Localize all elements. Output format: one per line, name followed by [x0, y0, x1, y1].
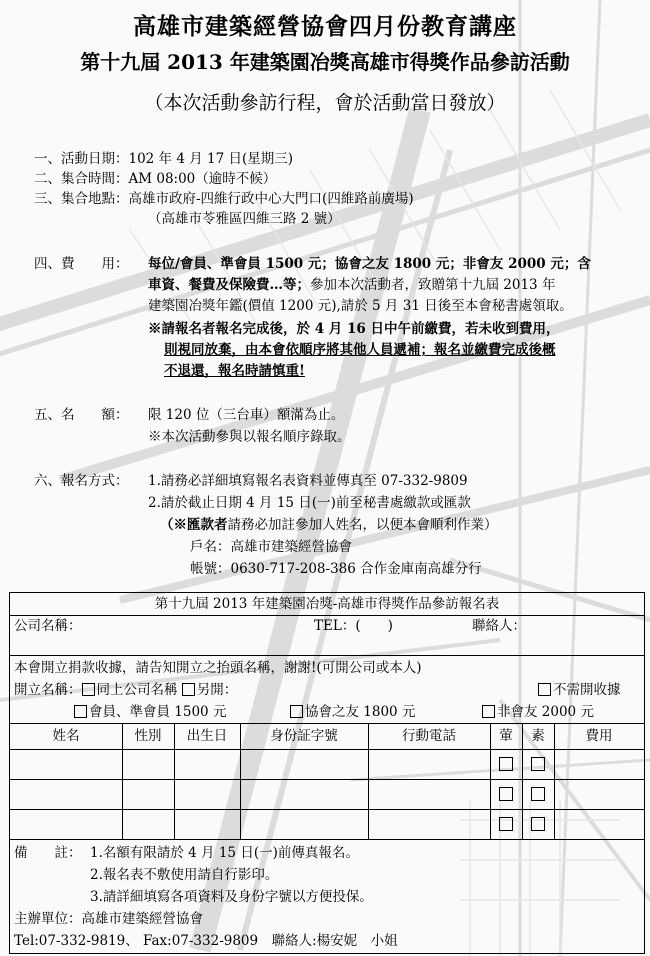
tel-field[interactable]: TEL：( ) [314, 618, 393, 634]
friend-fee-label: 協會之友 1800 元 [305, 704, 416, 720]
fee-label: 四、費 用： [34, 256, 129, 272]
fee-option-member [74, 703, 226, 721]
quota-line-1: 限 120 位（三台車）額滿為止。 [148, 407, 345, 423]
contact-footer: Tel:07-332-9819、 Fax:07-332-9809 聯絡人:楊安妮 小姐 [14, 933, 398, 949]
registration-step-2: 2.請於截止日期 4 月 15 日(一)前至秘書處繳款或匯款 [148, 495, 471, 511]
no-receipt-label: 不需開收據 [553, 682, 621, 698]
column-header-gender: 性別 [134, 728, 162, 744]
organizer: 主辦單位：高雄市建築經營協會 [14, 911, 203, 927]
gather-address: （高雄市苓雅區四維三路 2 號） [148, 211, 341, 227]
table-column-line [240, 723, 241, 839]
remittance-note-bold: （※匯款者 [160, 517, 228, 533]
non-member-fee-label: 非會友 2000 元 [497, 704, 594, 720]
table-row-divider [10, 809, 644, 810]
checkbox-friend[interactable] [290, 705, 303, 718]
column-header-vegetarian: 素 [531, 728, 545, 744]
account-name: 戶名：高雄市建築經營協會 [190, 539, 352, 555]
checkbox-veg-row3[interactable] [531, 817, 545, 831]
fee-option-friend [290, 703, 415, 721]
column-header-mobile: 行動電話 [402, 728, 456, 744]
fee-line-2-rest: 參加本次活動者，致贈第十九屆 2013 年 [310, 277, 556, 293]
form-divider [10, 615, 644, 616]
checkbox-non-member[interactable] [482, 705, 495, 718]
fee-option-non-member [482, 703, 594, 721]
company-name-label[interactable]: 公司名稱： [14, 618, 82, 634]
table-row-divider [10, 779, 644, 780]
member-fee-label: 會員、準會員 1500 元 [89, 704, 227, 720]
receipt-name-row [14, 681, 237, 699]
form-divider [10, 723, 644, 724]
remittance-note-rest: 請務必加註參加人姓名，以便本會順利作業） [227, 517, 498, 533]
fee-line-2-bold: 車資、餐費及保險費…等； [148, 277, 310, 293]
checkbox-veg-row1[interactable] [531, 757, 545, 771]
remark-3: 3.請詳細填寫各項資料及身份字號以方便投保。 [90, 889, 373, 905]
column-header-id-number: 身份証字號 [270, 728, 338, 744]
registration-form [9, 592, 645, 954]
gather-place: 三、集合地點：高雄市政府-四維行政中心大門口(四維路前廣場) [34, 191, 414, 207]
registration-label: 六、報名方式： [34, 473, 129, 489]
receipt-name-label: 開立名稱： [14, 682, 82, 698]
gather-time: 二、集合時間：AM 08:00（逾時不候） [34, 171, 277, 187]
checkbox-meat-row2[interactable] [499, 787, 513, 801]
remarks-label: 備 註： [14, 845, 82, 861]
column-header-name: 姓名 [52, 728, 80, 744]
quota-line-2: ※本次活動參與以報名順序錄取。 [148, 429, 351, 445]
form-title: 第十九屆 2013 年建築園冶獎-高雄市得獎作品參訪報名表 [154, 596, 500, 612]
payment-warning-3: 不退還，報名時請慎重! [164, 363, 305, 379]
remittance-note [160, 516, 498, 534]
payment-warning-2: 則視同放棄，由本會依順序將其他人員遞補；報名並繳費完成後概 [164, 342, 556, 358]
no-receipt-option [538, 681, 621, 699]
column-header-fee: 費用 [585, 728, 613, 744]
registration-step-1: 1.請務必詳細填寫報名表資料並傳真至 07-332-9809 [148, 473, 468, 489]
event-date: 一、活動日期：102 年 4 月 17 日(星期三) [34, 151, 294, 167]
table-column-line [522, 723, 523, 839]
table-row-divider [10, 749, 644, 750]
same-company-label: 同上公司名稱 [96, 682, 178, 698]
checkbox-veg-row2[interactable] [531, 787, 545, 801]
table-row-divider [10, 839, 644, 840]
remark-1: 1.名額有限請於 4 月 15 日(一)前傳真報名。 [90, 845, 359, 861]
page-subtitle: 第十九屆 2013 年建築園冶獎高雄市得獎作品參訪活動 [80, 50, 570, 74]
receipt-note: 本會開立捐款收據，請告知開立之抬頭名稱，謝謝!(可開公司或本人) [14, 660, 422, 676]
fee-line-2 [148, 276, 555, 294]
itinerary-note: （本次活動參訪行程，會於活動當日發放） [144, 92, 506, 114]
checkbox-member[interactable] [74, 705, 87, 718]
checkbox-meat-row3[interactable] [499, 817, 513, 831]
checkbox-meat-row1[interactable] [499, 757, 513, 771]
table-column-line [490, 723, 491, 839]
remark-2: 2.報名表不敷使用請自行影印。 [90, 867, 279, 883]
other-name-label: 另開： [196, 682, 238, 698]
form-divider [10, 655, 644, 656]
column-header-birthday: 出生日 [186, 728, 228, 744]
checkbox-other-name[interactable] [182, 683, 195, 696]
page-title: 高雄市建築經營協會四月份教育講座 [133, 13, 517, 40]
quota-label: 五、名 額： [34, 407, 129, 423]
account-number: 帳號：0630-717-208-386 合作金庫南高雄分行 [190, 561, 482, 577]
contact-person-field[interactable]: 聯絡人： [472, 618, 526, 634]
column-header-meat: 葷 [499, 728, 513, 744]
table-column-line [174, 723, 175, 839]
table-column-line [368, 723, 369, 839]
table-column-line [122, 723, 123, 839]
checkbox-no-receipt[interactable] [538, 683, 551, 696]
fee-line-3: 建築園冶獎年鑑(價值 1200 元),請於 5 月 31 日後至本會秘書處領取。 [148, 298, 573, 314]
table-column-line [554, 723, 555, 839]
fee-line-1: 每位/會員、準會員 1500 元；協會之友 1800 元；非會友 2000 元；含 [148, 256, 591, 272]
payment-warning-1: ※請報名者報名完成後，於 4 月 16 日中午前繳費，若未收到費用， [148, 321, 560, 337]
checkbox-same-company[interactable] [82, 683, 95, 696]
